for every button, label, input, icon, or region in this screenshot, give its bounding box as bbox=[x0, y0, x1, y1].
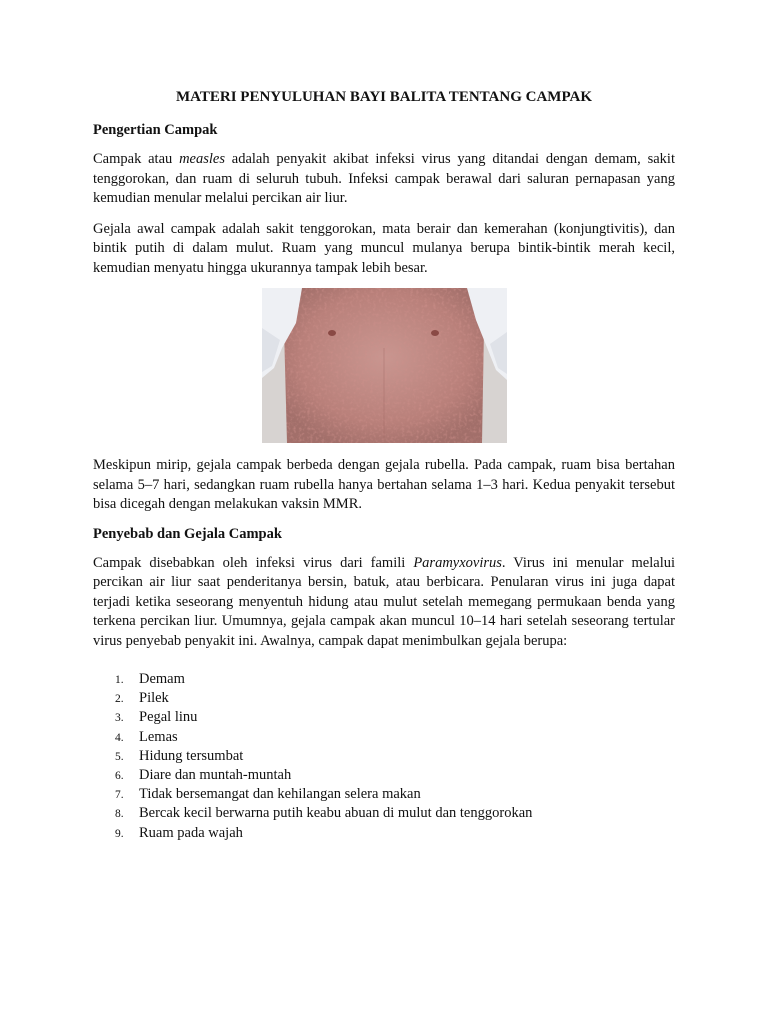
list-item-text: Pilek bbox=[139, 690, 169, 707]
italic-term: measles bbox=[179, 151, 225, 167]
document-title: MATERI PENYULUHAN BAYI BALITA TENTANG CAMPAK bbox=[175, 89, 592, 105]
italic-term: Paramyxovirus bbox=[413, 554, 502, 571]
list-item bbox=[115, 728, 675, 747]
text-run: adalah penyakit akibat infeksi virus yang ditandai dengan demam, sakit tenggorokan, dan ruam di seluruh tubuh. Infeksi campak berawal dari saluran pernapasan yang kemudian menular melalui percikan air liur. bbox=[93, 151, 675, 206]
list-item-text: Lemas bbox=[139, 728, 178, 745]
text-run: . Virus ini menular melalui percikan air liur saat penderitanya bersin, batuk, atau berbicara. Penularan virus ini juga dapat terjadi ketika seseorang menyentuh hidung atau mulut setelah memegang permukaan benda yang terkena percikan liur. Umumnya, gejala campak akan muncul 10–14 hari setelah seseorang tertular virus penyebab penyakit ini. Awalnya, campak dapat menimbulkan gejala berupa: bbox=[93, 554, 676, 649]
list-item-text: Hidung tersumbat bbox=[139, 747, 244, 764]
list-item-text: Bercak kecil berwarna putih keabu abuan di mulut dan tenggorokan bbox=[139, 805, 533, 822]
paragraph-rubella-comparison: Meskipun mirip, gejala campak berbeda dengan gejala rubella. Pada campak, ruam bisa bertahan selama 5–7 hari, sedangkan ruam rubella hanya bertahan selama 1–3 hari. Kedua penyakit tersebut bisa dicegah dengan melakukan vaksin MMR. bbox=[93, 457, 675, 512]
list-number: 4. bbox=[115, 731, 124, 744]
measles-rash-photo bbox=[262, 288, 507, 443]
list-item bbox=[115, 785, 675, 804]
list-item-text: Pegal linu bbox=[139, 709, 198, 726]
section-heading-penyebab: Penyebab dan Gejala Campak bbox=[93, 525, 282, 542]
list-number: 2. bbox=[115, 693, 124, 706]
rash-photo-illustration bbox=[262, 288, 507, 443]
list-number: 6. bbox=[115, 770, 124, 783]
list-item bbox=[115, 689, 675, 708]
list-item bbox=[115, 670, 675, 689]
paragraph-early-symptoms: Gejala awal campak adalah sakit tenggorokan, mata berair dan kemerahan (konjungtivitis), dan bintik putih di dalam mulut. Ruam yang muncul mulanya berupa bintik-bintik merah kecil, kemudian menyatu hingga ukurannya tampak lebih besar. bbox=[93, 220, 675, 276]
list-number: 3. bbox=[115, 712, 124, 725]
paragraph-definition bbox=[93, 150, 675, 209]
list-item-text: Tidak bersemangat dan kehilangan selera makan bbox=[139, 786, 421, 803]
list-number: 5. bbox=[115, 750, 124, 763]
list-item-text: Demam bbox=[139, 671, 185, 687]
list-number: 9. bbox=[115, 827, 124, 840]
figure bbox=[93, 288, 675, 443]
list-item bbox=[115, 766, 675, 785]
list-item bbox=[115, 708, 675, 727]
list-item bbox=[115, 824, 675, 843]
text-run: Campak disebabkan oleh infeksi virus dari famili bbox=[93, 554, 414, 571]
list-item bbox=[115, 804, 675, 823]
list-item bbox=[115, 747, 675, 766]
list-item-text: Diare dan muntah-muntah bbox=[139, 767, 292, 784]
paragraph-causes bbox=[93, 554, 675, 652]
list-number: 7. bbox=[115, 789, 124, 802]
section-heading-pengertian: Pengertian Campak bbox=[93, 122, 218, 138]
list-number: 1. bbox=[115, 674, 124, 686]
text-run: Campak atau bbox=[93, 151, 180, 167]
list-number: 8. bbox=[115, 808, 124, 821]
symptom-list bbox=[93, 670, 675, 843]
list-item-text: Ruam pada wajah bbox=[139, 824, 243, 841]
